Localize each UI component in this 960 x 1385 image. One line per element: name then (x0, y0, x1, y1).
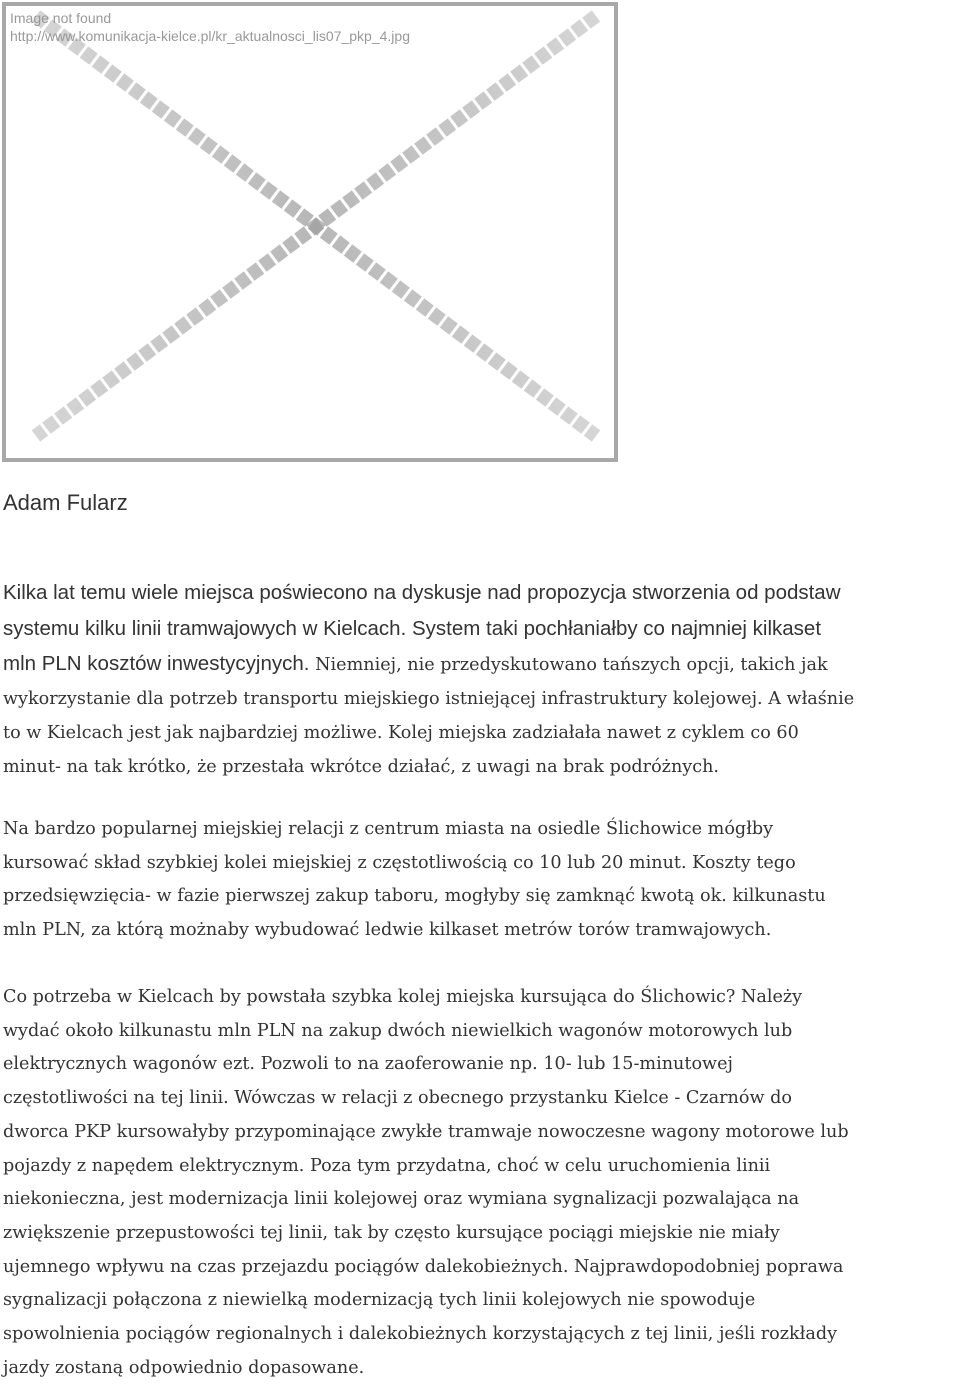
paragraph-line (3, 1251, 960, 1285)
text-segment: przedsięwzięcia- w fazie pierwszej zakup taboru, mogłyby się zamknąć kwotą ok. kilkunastu (3, 886, 826, 907)
image-source-url: http://www.komunikacja-kielce.pl/kr_aktualnosci_lis07_pkp_4.jpg (10, 28, 410, 44)
broken-image-placeholder-icon (6, 6, 614, 458)
paragraph-line (3, 1116, 960, 1150)
text-segment: wykorzystanie dla potrzeb transportu miejskiego istniejącej infrastruktury kolejowej. A właśnie (3, 689, 855, 710)
paragraph-line (3, 751, 960, 785)
paragraph-line (3, 1082, 960, 1116)
text-segment: dworca PKP kursowałyby przypominające zwykłe tramwaje nowoczesne wagony motorowe lub (3, 1121, 849, 1142)
paragraph-line (3, 1183, 960, 1217)
paragraph-line (3, 1318, 960, 1352)
paragraph-line (3, 1217, 960, 1251)
text-segment: kursować skład szybkiej kolei miejskiej z częstotliwością co 10 lub 20 minut. Koszty tego (3, 852, 796, 873)
paragraph-line (3, 1150, 960, 1184)
article-paragraph-2 (3, 813, 960, 948)
text-segment: Na bardzo popularnej miejskiej relacji z centrum miasta na osiedle Ślichowice mógłby (3, 819, 774, 839)
paragraph-line (3, 717, 960, 751)
text-segment: to w Kielcach jest jak najbardziej możliwe. Kolej miejska zadziałała nawet z cyklem co 60 (3, 722, 799, 743)
paragraph-line (3, 683, 960, 717)
text-segment: jazdy zostaną odpowiednio dopasowane. (3, 1357, 365, 1378)
text-segment: Kilka lat temu wiele miejsca poświecono na dyskusje nad propozycja stworzenia od podstaw (3, 581, 841, 604)
text-segment: ujemnego wpływu na czas przejazdu pociągów dalekobieżnych. Najprawdopodobniej poprawa (3, 1256, 844, 1277)
paragraph-line (3, 612, 960, 648)
text-segment: Co potrzeba w Kielcach by powstała szybka kolej miejska kursująca do Ślichowic? Należy (3, 987, 803, 1007)
paragraph-line (3, 847, 960, 881)
text-segment: częstotliwości na tej linii. Wówczas w relacji z obecnego przystanku Kielce - Czarnów do (3, 1088, 792, 1109)
text-segment: mln PLN kosztów inwestycyjnych. (3, 652, 316, 676)
text-segment: niekonieczna, jest modernizacja linii kolejowej oraz wymiana sygnalizacji pozwalająca na (3, 1189, 800, 1210)
text-segment: sygnalizacji połączona z niewielką modernizacją tych linii kolejowych nie spowoduje (3, 1290, 756, 1311)
text-segment: Niemniej, nie przedyskutowano tańszych opcji, takich jak (315, 655, 828, 676)
paragraph-line (3, 813, 960, 847)
article-paragraph-1 (3, 576, 960, 784)
author-name: Adam Fularz (3, 490, 128, 515)
broken-image-placeholder (2, 2, 618, 462)
text-segment: pojazdy z napędem elektrycznym. Poza tym przydatna, choć w celu uruchomienia linii (3, 1155, 771, 1176)
article-paragraph-3 (3, 981, 960, 1385)
paragraph-line (3, 576, 960, 612)
paragraph-line (3, 1352, 960, 1385)
image-alt-text: Image not found (10, 10, 112, 26)
text-segment: minut- na tak krótko, że przestała wkrótce działać, z uwagi na brak podróżnych. (3, 756, 720, 777)
paragraph-line (3, 914, 960, 948)
paragraph-line (3, 647, 960, 683)
text-segment: systemu kilku linii tramwajowych w Kielcach. System taki pochłaniałby co najmniej kilkaset (3, 616, 822, 640)
text-segment: wydać około kilkunastu mln PLN na zakup dwóch niewielkich wagonów motorowych lub (3, 1020, 793, 1041)
text-segment: elektrycznych wagonów ezt. Pozwoli to na zaoferowanie np. 10- lub 15-minutowej (3, 1054, 733, 1075)
text-segment: zwiększenie przepustowości tej linii, tak by często kursujące pociągi miejskie nie miały (3, 1222, 780, 1243)
paragraph-line (3, 1284, 960, 1318)
paragraph-line (3, 1015, 960, 1049)
paragraph-line (3, 1048, 960, 1082)
paragraph-line (3, 981, 960, 1015)
paragraph-line (3, 880, 960, 914)
text-segment: spowolnienia pociągów regionalnych i dalekobieżnych korzystających z tej linii, jeśli rozkłady (3, 1324, 838, 1345)
text-segment: mln PLN, za którą możnaby wybudować ledwie kilkaset metrów torów tramwajowych. (3, 920, 772, 941)
